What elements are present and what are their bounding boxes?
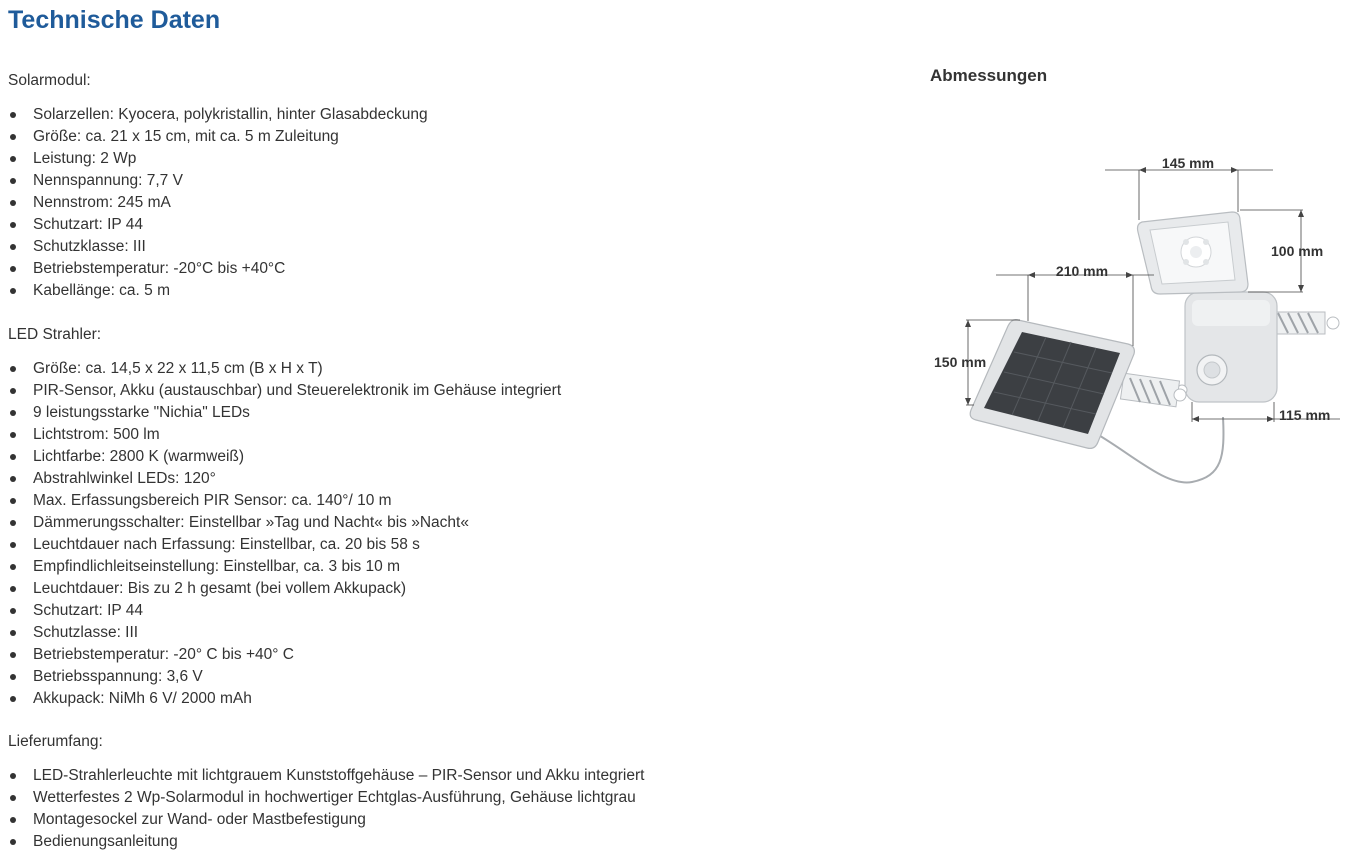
panel-bracket <box>1120 373 1186 407</box>
list-item: PIR-Sensor, Akku (austauschbar) und Steuerelektronik im Gehäuse integriert <box>8 380 561 402</box>
section-scope-of-delivery <box>8 731 644 853</box>
list-item: Leuchtdauer: Bis zu 2 h gesamt (bei vollem Akkupack) <box>8 578 561 600</box>
dimension-lamp-height <box>1240 210 1323 292</box>
list-item: Akkupack: NiMh 6 V/ 2000 mAh <box>8 688 561 710</box>
list-item: Abstrahlwinkel LEDs: 120° <box>8 468 561 490</box>
page-title: Technische Daten <box>8 6 221 34</box>
list-item: Lichtfarbe: 2800 K (warmweiß) <box>8 446 561 468</box>
lamp-head <box>1138 212 1249 294</box>
spec-list-led-spotlight <box>8 358 561 710</box>
section-led-spotlight <box>8 324 561 710</box>
list-item: Solarzellen: Kyocera, polykristallin, hinter Glasabdeckung <box>8 104 428 126</box>
cable <box>1090 417 1223 482</box>
section-heading: LED Strahler: <box>8 326 102 343</box>
dimensions-title: Abmessungen <box>930 66 1048 85</box>
label-lamp-width: 145 mm <box>1161 155 1215 171</box>
list-item: Betriebstemperatur: -20° C bis +40° C <box>8 644 561 666</box>
list-item: Größe: ca. 14,5 x 22 x 11,5 cm (B x H x T) <box>8 358 561 380</box>
list-item: Schutzart: IP 44 <box>8 214 428 236</box>
list-item: Max. Erfassungsbereich PIR Sensor: ca. 140°/ 10 m <box>8 490 561 512</box>
list-item: Betriebsspannung: 3,6 V <box>8 666 561 688</box>
list-item: Schutzlasse: III <box>8 622 561 644</box>
section-heading: Solarmodul: <box>8 72 91 89</box>
list-item: Wetterfestes 2 Wp-Solarmodul in hochwertiger Echtglas-Ausführung, Gehäuse lichtgrau <box>8 787 644 809</box>
list-item: 9 leistungsstarke "Nichia" LEDs <box>8 402 561 424</box>
lamp-bracket <box>1270 312 1339 334</box>
list-item: Lichtstrom: 500 lm <box>8 424 561 446</box>
list-item: Montagesockel zur Wand- oder Mastbefestigung <box>8 809 644 831</box>
dimension-lamp-depth <box>1192 402 1340 423</box>
label-lamp-height: 100 mm <box>1271 243 1324 259</box>
lamp-body <box>1177 292 1277 402</box>
solar-panel <box>970 320 1134 449</box>
section-solar-module <box>8 70 428 302</box>
list-item: Schutzart: IP 44 <box>8 600 561 622</box>
list-item: Schutzklasse: III <box>8 236 428 258</box>
list-item: Leistung: 2 Wp <box>8 148 428 170</box>
label-panel-height: 150 mm <box>934 354 987 370</box>
spec-list-scope-of-delivery <box>8 765 644 853</box>
list-item: Empfindlichleitseinstellung: Einstellbar, ca. 3 bis 10 m <box>8 556 561 578</box>
list-item: Bedienungsanleitung <box>8 831 644 853</box>
list-item: Leuchtdauer nach Erfassung: Einstellbar, ca. 20 bis 58 s <box>8 534 561 556</box>
dimensions-drawing <box>930 62 1348 502</box>
list-item: Dämmerungsschalter: Einstellbar »Tag und Nacht« bis »Nacht« <box>8 512 561 534</box>
list-item: LED-Strahlerleuchte mit lichtgrauem Kunststoffgehäuse – PIR-Sensor und Akku integriert <box>8 765 644 787</box>
label-lamp-depth: 115 mm <box>1279 407 1331 423</box>
list-item: Kabellänge: ca. 5 m <box>8 280 428 302</box>
list-item: Nennspannung: 7,7 V <box>8 170 428 192</box>
spec-list-solar-module <box>8 104 428 302</box>
list-item: Betriebstemperatur: -20°C bis +40°C <box>8 258 428 280</box>
label-panel-width: 210 mm <box>1055 263 1109 279</box>
list-item: Größe: ca. 21 x 15 cm, mit ca. 5 m Zuleitung <box>8 126 428 148</box>
list-item: Nennstrom: 245 mA <box>8 192 428 214</box>
dimensions-panel <box>930 62 1348 502</box>
section-heading: Lieferumfang: <box>8 733 103 750</box>
